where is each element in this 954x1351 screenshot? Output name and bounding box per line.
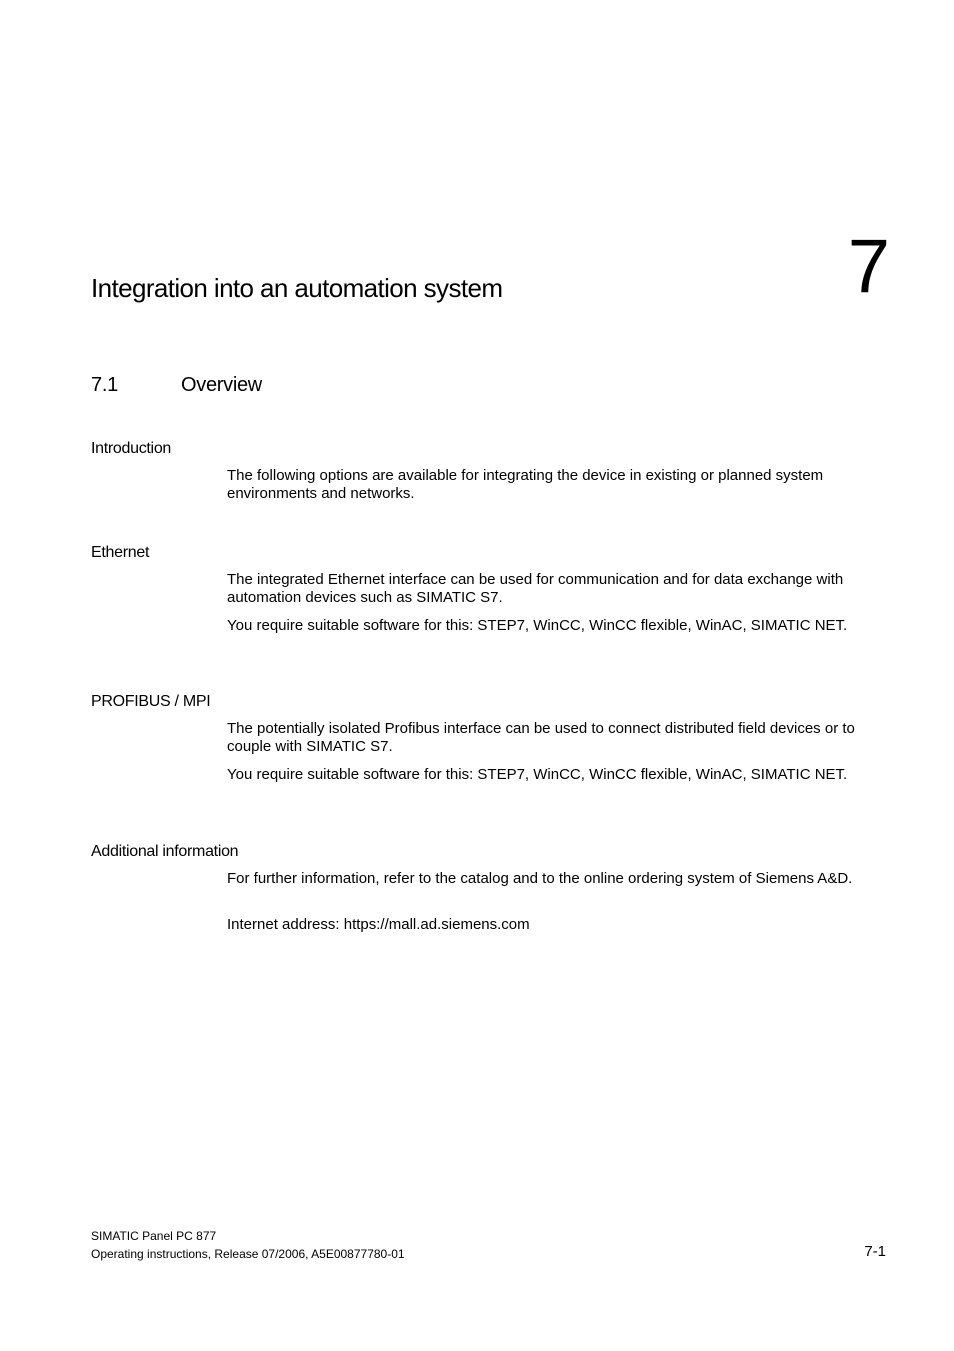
additional-info-paragraph: For further information, refer to the catalog and to the online ordering system of Siemens A&D. — [227, 870, 853, 887]
footer — [91, 1227, 405, 1263]
chapter-number: 7 — [847, 224, 888, 309]
ethernet-software-paragraph: You require suitable software for this: STEP7, WinCC, WinCC flexible, WinAC, SIMATIC NET. — [227, 617, 848, 634]
additional-info-heading: Additional information — [91, 843, 239, 860]
chapter-title: Integration into an automation system — [91, 273, 503, 303]
section-heading — [91, 372, 262, 398]
section-title: Overview — [181, 374, 262, 396]
profibus-heading: PROFIBUS / MPI — [91, 693, 211, 710]
profibus-paragraph: The potentially isolated Profibus interface can be used to connect distributed field devices or to couple with SIMATIC S7. — [227, 720, 855, 755]
ethernet-paragraph: The integrated Ethernet interface can be used for communication and for data exchange with automation devices such as SIMATIC S7. — [227, 571, 844, 606]
section-number: 7.1 — [91, 374, 118, 396]
profibus-software-paragraph: You require suitable software for this: STEP7, WinCC, WinCC flexible, WinAC, SIMATIC NET. — [227, 766, 848, 783]
footer-document: Operating instructions, Release 07/2006, A5E00877780-01 — [91, 1247, 405, 1261]
footer-product: SIMATIC Panel PC 877 — [91, 1229, 217, 1243]
introduction-heading: Introduction — [91, 440, 172, 457]
internet-address: Internet address: https://mall.ad.siemens.com — [227, 916, 530, 933]
page-number: 7-1 — [864, 1243, 886, 1260]
ethernet-heading: Ethernet — [91, 544, 150, 561]
introduction-paragraph: The following options are available for integrating the device in existing or planned system environments and networks. — [227, 467, 824, 502]
